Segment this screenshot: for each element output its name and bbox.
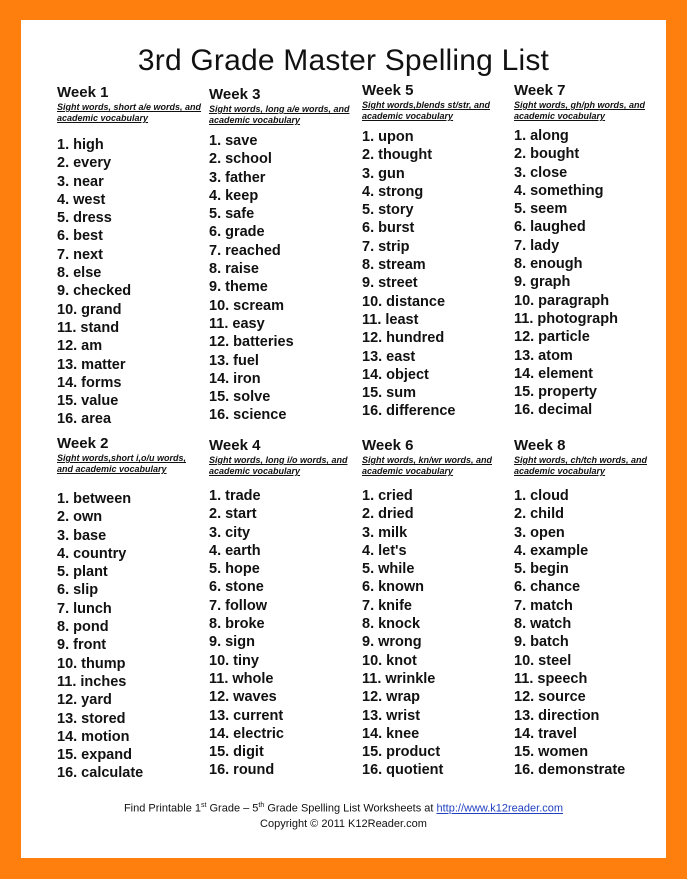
week-block (514, 437, 664, 477)
word-item: 3. open (514, 524, 565, 541)
word-item: 5. plant (57, 564, 108, 581)
word-item: 13. current (209, 707, 284, 724)
word-item: 16. round (209, 762, 275, 779)
word-item: 10. distance (362, 293, 446, 310)
week-block (514, 82, 664, 122)
word-item: 9. front (57, 637, 107, 654)
word-item: 7. knife (362, 597, 412, 614)
word-item: 3. near (57, 173, 104, 190)
word-item: 15. sum (362, 385, 416, 402)
word-item: 4. example (514, 542, 589, 559)
word-item: 11. easy (209, 315, 265, 332)
word-item: 12. wrap (362, 689, 421, 706)
word-item: 12. waves (209, 689, 277, 706)
week-block (362, 82, 512, 122)
copyright: Copyright © 2011 K12Reader.com (260, 818, 427, 830)
word-item: 12. hundred (362, 330, 445, 347)
word-item: 7. follow (209, 597, 267, 614)
week-subtitle: Sight words, long a/e words, and academic vocabulary (209, 104, 350, 125)
word-item: 1. cried (362, 488, 413, 504)
word-item: 4. strong (362, 183, 424, 200)
word-item: 16. calculate (57, 765, 144, 782)
word-item: 10. thump (57, 655, 126, 672)
word-item: 13. matter (57, 356, 126, 373)
word-item: 2. every (57, 155, 112, 172)
week-subtitle: Sight words, short a/e words, and academic vocabulary (57, 102, 202, 123)
word-item: 14. knee (362, 725, 420, 742)
word-item: 16. demonstrate (514, 762, 626, 779)
word-item: 5. safe (209, 206, 255, 223)
word-item: 8. raise (209, 261, 259, 278)
word-item: 15. digit (209, 744, 264, 761)
word-item: 11. wrinkle (362, 670, 436, 687)
word-item: 15. value (57, 393, 119, 410)
word-item: 3. base (57, 527, 107, 544)
word-item: 12. am (57, 338, 103, 355)
week-block (209, 86, 359, 126)
word-item: 16. science (209, 407, 287, 424)
word-item: 9. theme (209, 279, 268, 296)
word-item: 13. atom (514, 347, 573, 364)
word-item: 13. east (362, 348, 416, 365)
word-item: 15. solve (209, 389, 271, 406)
word-item: 16. quotient (362, 762, 444, 779)
word-item: 8. knock (362, 616, 421, 633)
word-item: 3. gun (362, 165, 405, 182)
word-item: 5. seem (514, 201, 568, 218)
word-item: 13. wrist (362, 707, 421, 724)
word-item: 6. known (362, 579, 425, 596)
word-item: 15. women (514, 744, 589, 761)
week-title: Week 4 (209, 437, 261, 454)
word-item: 6. grade (209, 224, 265, 241)
week-subtitle: Sight words,blends st/str, and academic vocabulary (362, 100, 491, 121)
word-item: 11. stand (57, 319, 120, 336)
word-item: 3. milk (362, 524, 408, 541)
word-item: 4. west (57, 191, 106, 208)
word-item: 7. lady (514, 237, 560, 254)
word-item: 13. stored (57, 710, 126, 727)
word-item: 5. story (362, 202, 414, 219)
word-item: 1. between (57, 491, 132, 507)
week-title: Week 2 (57, 435, 109, 452)
word-item: 14. electric (209, 725, 284, 742)
word-item: 8. watch (514, 616, 572, 633)
word-item: 9. batch (514, 634, 569, 651)
word-item: 16. difference (362, 403, 456, 420)
word-item: 8. stream (362, 257, 426, 274)
word-item: 14. forms (57, 374, 122, 391)
word-item: 2. dried (362, 506, 414, 523)
week-block (57, 435, 207, 475)
word-item: 13. direction (514, 707, 600, 724)
word-item: 8. pond (57, 619, 109, 636)
word-item: 3. city (209, 524, 251, 541)
word-item: 4. country (57, 545, 127, 562)
word-item: 1. trade (209, 488, 261, 504)
word-item: 14. iron (209, 370, 261, 387)
word-item: 4. something (514, 182, 604, 199)
word-item: 6. stone (209, 579, 264, 596)
word-item: 6. laughed (514, 219, 586, 236)
word-list (57, 490, 143, 783)
worksheet-page (21, 20, 666, 858)
word-item: 5. dress (57, 210, 112, 227)
word-list (209, 487, 284, 780)
word-list (57, 136, 131, 429)
word-item: 9. checked (57, 283, 132, 300)
word-item: 1. save (209, 133, 258, 149)
word-list (209, 132, 294, 425)
word-list (514, 487, 625, 780)
word-item: 2. bought (514, 146, 580, 163)
word-item: 11. photograph (514, 310, 618, 327)
word-item: 7. match (514, 597, 573, 614)
page-title: 3rd Grade Master Spelling List (137, 44, 550, 77)
word-item: 4. keep (209, 187, 259, 204)
word-item: 15. expand (57, 747, 132, 764)
word-item: 1. along (514, 128, 569, 144)
word-item: 11. whole (209, 670, 274, 687)
word-item: 2. child (514, 506, 564, 523)
week-title: Week 6 (362, 437, 414, 454)
week-subtitle: Sight words,short i,o/u words, and academic vocabulary (57, 453, 187, 474)
week-title: Week 5 (362, 82, 414, 99)
k12reader-link[interactable]: http://www.k12reader.com (436, 802, 564, 815)
word-item: 8. else (57, 265, 102, 282)
week-title: Week 7 (514, 82, 566, 99)
footer-line: Find Printable 1st Grade – 5th Grade Spelling List Worksheets at http://www.k12reader.com (123, 802, 564, 815)
word-item: 7. next (57, 246, 103, 263)
word-item: 2. own (57, 509, 103, 526)
word-item: 4. earth (209, 542, 261, 559)
word-item: 16. decimal (514, 402, 593, 419)
week-block (57, 84, 207, 124)
word-item: 5. begin (514, 561, 569, 578)
word-item: 9. graph (514, 274, 571, 291)
word-item: 9. street (362, 275, 418, 292)
week-subtitle: Sight words, ch/tch words, and academic vocabulary (514, 455, 648, 476)
word-item: 10. steel (514, 652, 572, 669)
word-list (514, 127, 618, 420)
word-item: 14. element (514, 365, 593, 382)
word-list (362, 487, 443, 780)
word-item: 14. motion (57, 728, 130, 745)
word-item: 12. particle (514, 329, 590, 346)
word-item: 7. lunch (57, 600, 112, 617)
word-item: 9. wrong (362, 634, 422, 651)
word-item: 2. start (209, 506, 257, 523)
word-item: 12. yard (57, 692, 112, 709)
word-item: 10. grand (57, 301, 122, 318)
word-item: 7. strip (362, 238, 410, 255)
word-item: 9. sign (209, 634, 255, 651)
word-item: 11. speech (514, 670, 588, 687)
word-item: 16. area (57, 411, 112, 428)
week-block (362, 437, 512, 477)
week-title: Week 1 (57, 84, 109, 101)
word-item: 6. chance (514, 579, 581, 596)
word-item: 1. upon (362, 129, 414, 145)
word-list (362, 128, 456, 421)
word-item: 10. knot (362, 652, 417, 669)
word-item: 1. high (57, 137, 104, 153)
word-item: 11. inches (57, 673, 127, 690)
word-item: 10. paragraph (514, 292, 610, 309)
word-item: 7. reached (209, 242, 281, 259)
week-subtitle: Sight words, gh/ph words, and academic vocabulary (514, 100, 645, 121)
word-item: 6. burst (362, 220, 415, 237)
week-title: Week 8 (514, 437, 566, 454)
word-item: 13. fuel (209, 352, 259, 369)
week-block (209, 437, 359, 477)
week-subtitle: Sight words, kn/wr words, and academic vocabulary (362, 455, 493, 476)
word-item: 3. father (209, 169, 266, 186)
word-item: 15. product (362, 744, 441, 761)
week-title: Week 3 (209, 86, 261, 103)
word-item: 8. enough (514, 256, 583, 273)
word-item: 6. slip (57, 582, 99, 599)
word-item: 1. cloud (514, 488, 569, 504)
word-item: 10. scream (209, 297, 284, 314)
word-item: 14. object (362, 366, 429, 383)
word-item: 5. hope (209, 561, 260, 578)
word-item: 15. property (514, 384, 597, 401)
word-item: 14. travel (514, 725, 577, 742)
word-item: 12. source (514, 689, 586, 706)
word-item: 2. thought (362, 147, 433, 164)
word-item: 5. while (362, 561, 415, 578)
word-item: 4. let's (362, 542, 407, 559)
word-item: 2. school (209, 151, 272, 168)
word-item: 6. best (57, 228, 103, 245)
word-item: 12. batteries (209, 334, 294, 351)
word-item: 8. broke (209, 616, 265, 633)
word-item: 11. least (362, 311, 419, 328)
word-item: 10. tiny (209, 652, 259, 669)
word-item: 3. close (514, 164, 568, 181)
week-subtitle: Sight words, long i/o words, and academic vocabulary (209, 455, 348, 476)
